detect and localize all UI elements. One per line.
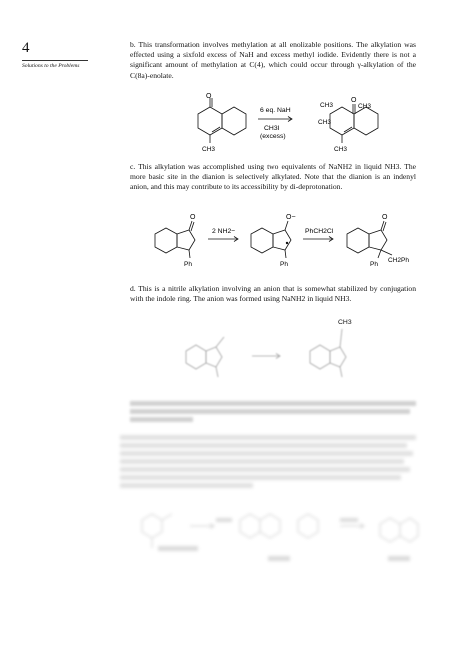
scheme-b-reagent-below-2: (excess) — [260, 133, 286, 140]
scheme-c-sm-ph: Ph — [184, 261, 192, 268]
page-number: 4 — [22, 40, 30, 56]
scheme-b-product-ch3-b: CH3 — [320, 102, 334, 109]
scheme-b-product-ch3-c: CH3 — [318, 119, 332, 126]
scheme-d-product-ch3: CH3 — [338, 319, 352, 326]
scheme-c-sm-o: O — [190, 214, 196, 221]
scheme-f-faded — [130, 500, 420, 580]
margin-caption: Solutions to the Problems — [22, 63, 80, 69]
solution-item-c — [130, 162, 416, 193]
item-label: d. — [130, 284, 136, 293]
faded-text-block-e — [130, 398, 416, 425]
scheme-c-prod-o: O — [382, 214, 388, 221]
scheme-b-product-ch3-a: CH3 — [358, 103, 372, 110]
scheme-c-int-ph: Ph — [280, 261, 288, 268]
margin-column — [22, 40, 92, 70]
scheme-b-reagent-above: 6 eq. NaH — [260, 107, 291, 114]
scheme-b-start-ch3: CH3 — [202, 146, 216, 153]
anion-dot-icon — [286, 242, 288, 244]
scheme-c-reagent-2: PhCH2Cl — [305, 228, 334, 235]
scheme-d — [180, 315, 400, 385]
scheme-b-product-o: O — [351, 97, 357, 104]
item-text: This is a nitrile alkylation involving an anion that is somewhat stabilized by conjugation with the indole ring. The anion was formed using NaNH2 in liquid NH3. — [130, 284, 416, 304]
scheme-c — [150, 212, 420, 274]
solution-item-b — [130, 40, 416, 81]
faded-text-block-f — [120, 432, 416, 491]
scheme-b-start-o: O — [206, 93, 212, 100]
scheme-c-prod-ch2ph: CH2Ph — [388, 257, 409, 264]
scheme-c-prod-ph: Ph — [370, 261, 378, 268]
margin-divider — [22, 60, 88, 61]
item-text: This transformation involves methylation at all enolizable positions. The alkylation was effected using a sixfold excess of NaH and excess methyl iodide. Evidently there is not a significant amount of methylation at C(4), which could occur through γ-alkylation of the C(8a)-enolate. — [130, 40, 416, 80]
item-label: b. — [130, 40, 136, 49]
scheme-b-product-ch3-d: CH3 — [334, 146, 348, 153]
scheme-b — [180, 92, 420, 158]
scheme-c-reagent-1: 2 NH2− — [212, 228, 236, 235]
scheme-c-int-o: O− — [286, 214, 296, 221]
item-text: This alkylation was accomplished using two equivalents of NaNH2 in liquid NH3. The more basic site in the dianion is selectively alkylated. Note that the dianion is an indenyl anion, and this may contribute to its accessibility by di-deprotonation. — [130, 162, 416, 192]
solution-item-d — [130, 284, 416, 304]
item-label: c. — [130, 162, 136, 171]
scheme-b-reagent-below-1: CH3I — [264, 125, 280, 132]
